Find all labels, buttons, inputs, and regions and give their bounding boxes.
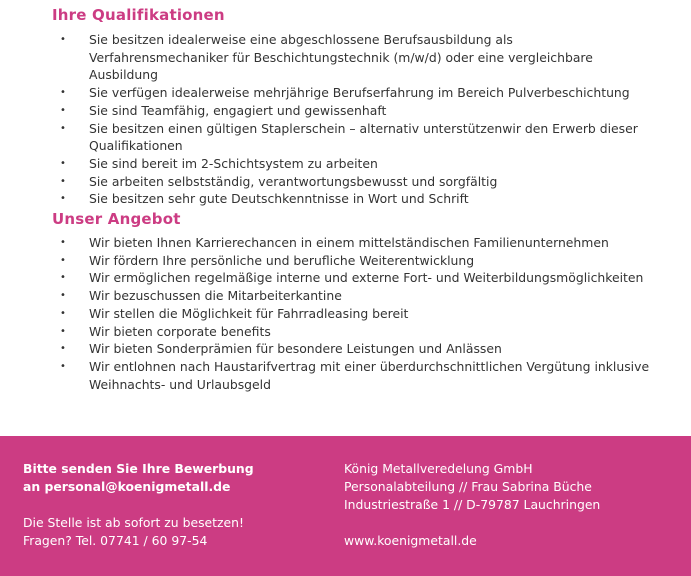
list-item: [0, 323, 691, 341]
list-item-text: Wir bieten Sonderprämien für besondere Leistungen und Anlässen: [89, 341, 502, 357]
list-item: [0, 84, 691, 102]
qualifications-heading: Ihre Qualifikationen: [52, 6, 225, 24]
company-address: Industriestraße 1 // D-79787 Lauchringen: [344, 497, 601, 512]
list-item: [0, 120, 691, 155]
list-item-text: Sie besitzen einen gültigen Staplerschein – alternativ unterstützenwir den Erwerb dieser Qualifikationen: [89, 120, 638, 154]
list-item: [0, 340, 691, 358]
bullet-icon: •: [60, 325, 66, 337]
offer-list: [0, 234, 691, 393]
list-item: [0, 31, 691, 84]
list-item: [0, 252, 691, 270]
apply-email-link[interactable]: an personal@koenigmetall.de: [23, 479, 231, 494]
bullet-icon: •: [60, 237, 66, 248]
department-contact: Personalabteilung // Frau Sabrina Büche: [344, 479, 592, 494]
start-date-text: Die Stelle ist ab sofort zu besetzen!: [23, 515, 244, 530]
bullet-icon: •: [60, 290, 66, 302]
list-item-text: Wir bieten corporate benefits: [89, 323, 271, 339]
list-item-text: Sie besitzen sehr gute Deutschkenntnisse in Wort und Schrift: [89, 191, 469, 207]
list-item-text: Wir bieten Ihnen Karrierechancen in einem mittelständischen Familienunternehmen: [89, 235, 609, 250]
list-item: [0, 234, 691, 252]
contact-footer: [0, 436, 691, 576]
bullet-icon: •: [60, 343, 66, 355]
phone-text: Fragen? Tel. 07741 / 60 97-54: [23, 533, 208, 548]
list-item-text: Wir entlohnen nach Haustarifvertrag mit einer überdurchschnittlichen Vergütung inklusive Weihnachts- und Urlaubsgeld: [89, 358, 650, 392]
bullet-icon: •: [60, 193, 66, 205]
list-item: [0, 269, 691, 287]
list-item: [0, 190, 691, 208]
qualifications-list: [0, 31, 691, 208]
bullet-icon: •: [60, 87, 66, 99]
list-item: [0, 173, 691, 191]
list-item: [0, 358, 691, 393]
bullet-icon: •: [60, 360, 66, 372]
bullet-icon: •: [60, 122, 66, 134]
list-item-text: Wir ermöglichen regelmäßige interne und externe Fort- und Weiterbildungsmöglichkeiten: [89, 270, 644, 286]
list-item-text: Wir fördern Ihre persönliche und berufliche Weiterentwicklung: [89, 252, 475, 268]
list-item-text: Sie arbeiten selbstständig, verantwortungsbewusst und sorgfältig: [89, 173, 498, 189]
application-info: [23, 460, 254, 550]
list-item-text: Sie verfügen idealerweise mehrjährige Berufserfahrung im Bereich Pulverbeschichtung: [89, 85, 630, 101]
list-item-text: Sie sind Teamfähig, engagiert und gewissenhaft: [89, 102, 387, 118]
website-link[interactable]: www.koenigmetall.de: [344, 533, 477, 548]
bullet-icon: •: [60, 34, 66, 45]
bullet-icon: •: [60, 175, 66, 187]
apply-instruction: Bitte senden Sie Ihre Bewerbung: [23, 461, 254, 476]
list-item-text: Wir stellen die Möglichkeit für Fahrradleasing bereit: [89, 305, 409, 321]
bullet-icon: •: [60, 104, 66, 116]
bullet-icon: •: [60, 157, 66, 169]
company-name: König Metallveredelung GmbH: [344, 461, 533, 476]
bullet-icon: •: [60, 272, 66, 284]
offer-heading: Unser Angebot: [52, 210, 181, 228]
list-item: [0, 305, 691, 323]
list-item-text: Sie sind bereit im 2-Schichtsystem zu arbeiten: [89, 155, 378, 171]
list-item: [0, 287, 691, 305]
list-item-text: Wir bezuschussen die Mitarbeiterkantine: [89, 288, 342, 304]
company-info: [344, 460, 600, 550]
list-item-text: Sie besitzen idealerweise eine abgeschlossene Berufsausbildung als Verfahrensmechaniker für Beschichtungstechnik (m/w/d) oder eine vergleichbare Ausbildung: [89, 32, 593, 83]
bullet-icon: •: [60, 254, 66, 266]
bullet-icon: •: [60, 307, 66, 319]
list-item: [0, 102, 691, 120]
list-item: [0, 155, 691, 173]
